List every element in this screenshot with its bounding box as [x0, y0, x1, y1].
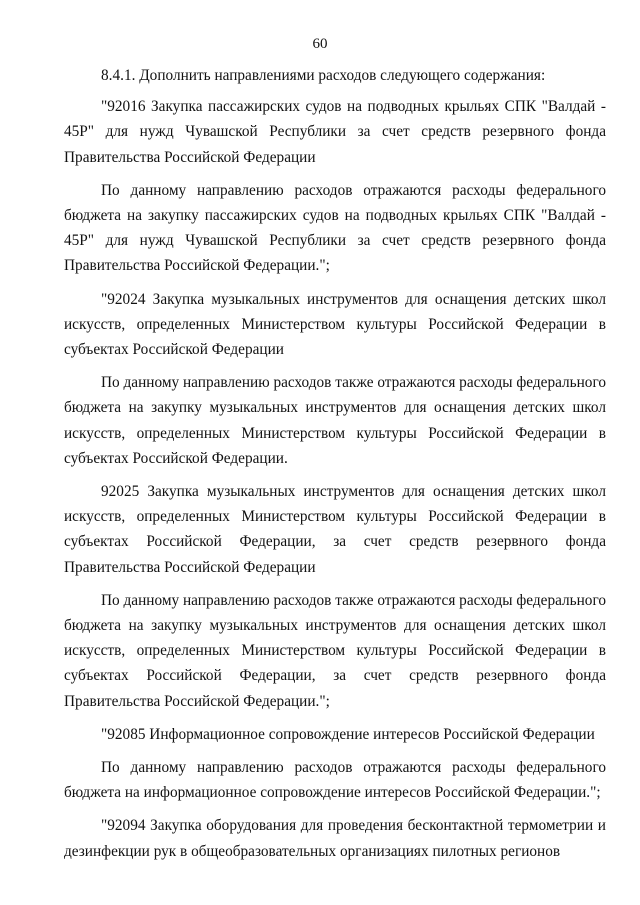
paragraph-92085-description: По данному направлению расходов отражаются расходы федерального бюджета на информационное сопровождение интересов Российской Федерации."; — [64, 759, 606, 802]
paragraph-92025-description: По данному направлению расходов также отражаются расходы федерального бюджета на закупку музыкальных инструментов для оснащения детских школ искусств, определенных Министерством культуры Российской Федерации в субъектах Российской Федерации, за счет средств резервного фонда Правительства Российской Федерации."; — [64, 591, 606, 710]
paragraph-92024-title: "92024 Закупка музыкальных инструментов для оснащения детских школ искусств, определенных Министерством культуры Российской Федерации в субъектах Российской Федерации — [64, 290, 606, 359]
paragraph-92016-description: По данному направлению расходов отражаются расходы федерального бюджета на закупку пассажирских судов на подводных крыльях СПК "Валдай - 45Р" для нужд Чувашской Республики за счет средств резервного фонда Правительства Российской Федерации."; — [64, 181, 606, 275]
paragraph-92024-description: По данному направлению расходов также отражаются расходы федерального бюджета на закупку музыкальных инструментов для оснащения детских школ искусств, определенных Министерством культуры Российской Федерации в субъектах Российской Федерации. — [64, 374, 606, 467]
page-number: 60 — [312, 36, 328, 52]
document-body — [64, 63, 606, 872]
paragraph-92025-title: 92025 Закупка музыкальных инструментов для оснащения детских школ искусств, определенных Министерством культуры Российской Федерации в субъектах Российской Федерации, за счет средств резервного фонда Правительства Российской Федерации — [64, 483, 606, 576]
paragraph-92094-title: "92094 Закупка оборудования для проведения бесконтактной термометрии и дезинфекции рук в общеобразовательных организациях пилотных регионов — [64, 817, 606, 860]
paragraph-92016-title: "92016 Закупка пассажирских судов на подводных крыльях СПК "Валдай - 45Р" для нужд Чувашской Республики за счет средств резервного фонда Правительства Российской Федерации — [64, 98, 606, 166]
paragraph-section-8-4-1: 8.4.1. Дополнить направлениями расходов следующего содержания: — [101, 67, 546, 84]
paragraph-92085-title: "92085 Информационное сопровождение интересов Российской Федерации — [101, 725, 595, 743]
